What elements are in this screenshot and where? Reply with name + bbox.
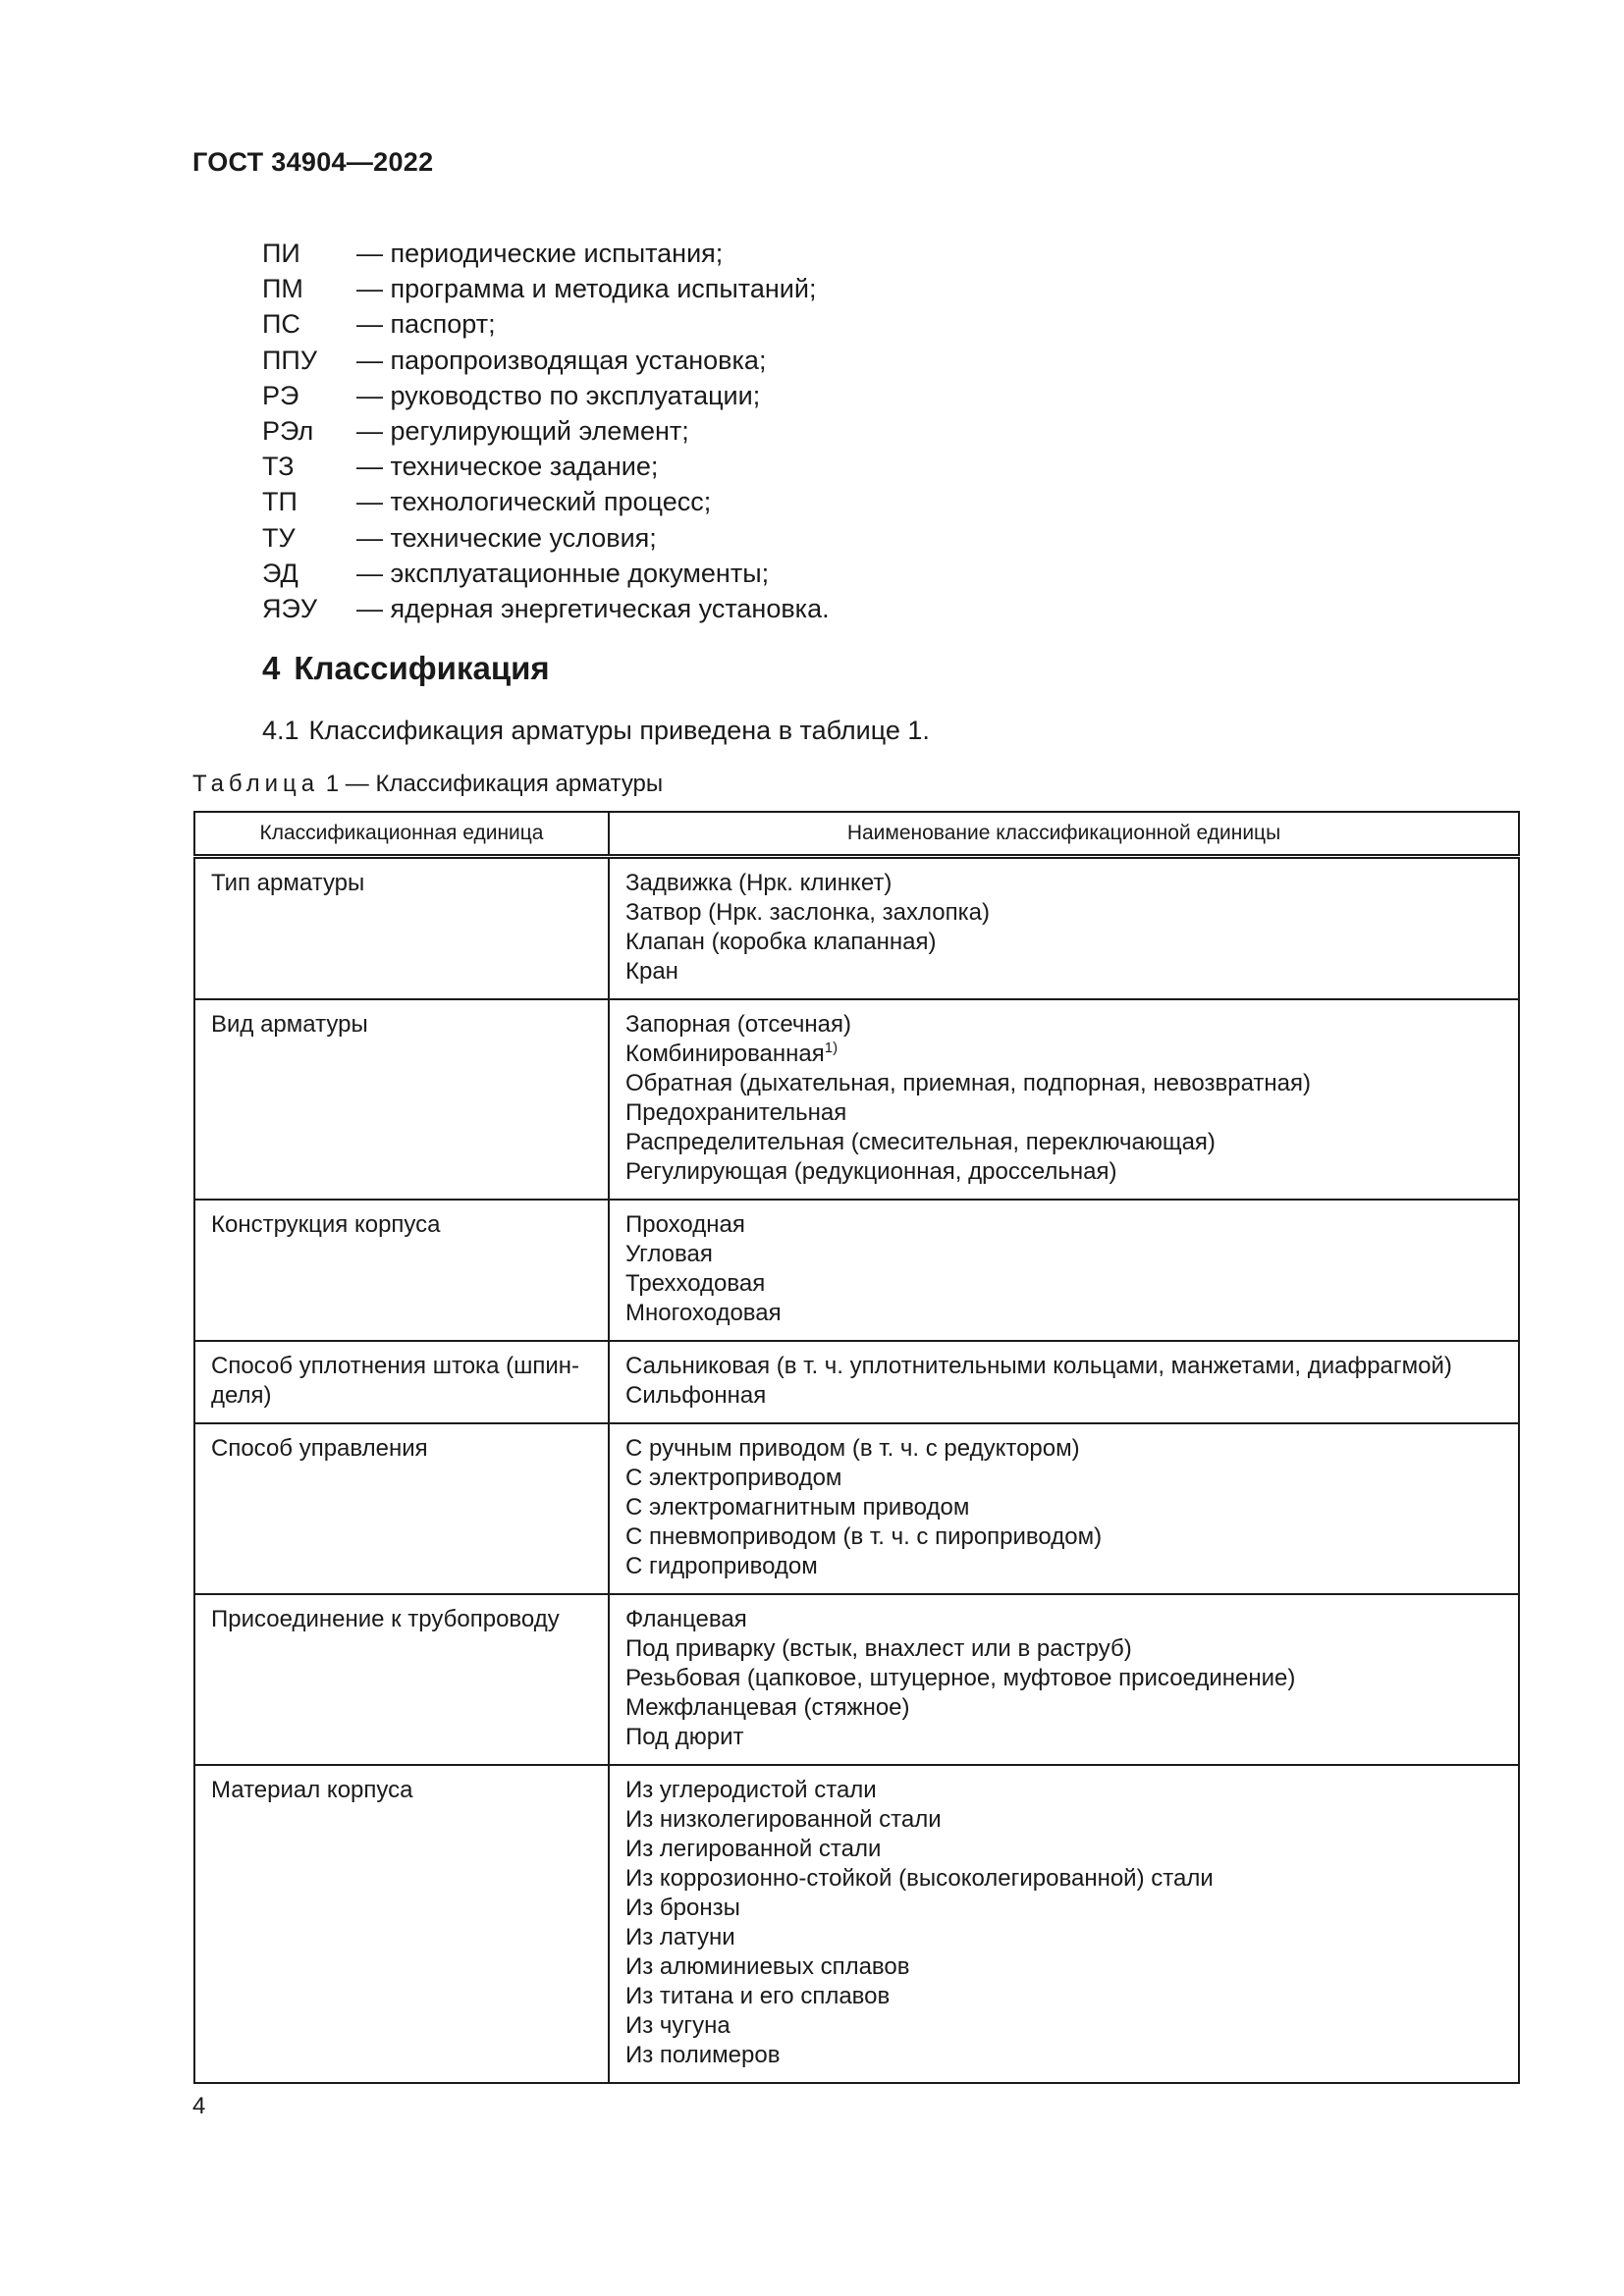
item: Кран bbox=[625, 958, 678, 985]
table-row bbox=[194, 1341, 1519, 1423]
table-caption-label: Таблица bbox=[192, 771, 320, 797]
item: Задвижка (Нрк. клинкет) bbox=[625, 870, 893, 896]
unit-line: деля) bbox=[211, 1382, 272, 1409]
table-caption-title: 1 — Классификация арматуры bbox=[319, 771, 664, 797]
item: С пневмоприводом (в т. ч. с пироприводом) bbox=[625, 1523, 1103, 1550]
item: Из алюминиевых сплавов bbox=[625, 1953, 910, 1980]
item: Межфланцевая (стяжное) bbox=[625, 1694, 910, 1721]
classification-table bbox=[193, 811, 1520, 2084]
item: Обратная (дыхательная, приемная, подпорная, невозвратная) bbox=[625, 1070, 1311, 1096]
item: Проходная bbox=[625, 1211, 745, 1238]
abbreviation-code: ТП bbox=[262, 487, 298, 517]
item: Под дюрит bbox=[625, 1724, 744, 1750]
abbreviation-row bbox=[262, 556, 830, 591]
abbreviation-definition: — ядерная энергетическая установка. bbox=[356, 594, 830, 624]
item: Из чугуна bbox=[625, 2012, 731, 2039]
item: Из углеродистой стали bbox=[625, 1777, 877, 1803]
table-row bbox=[194, 857, 1519, 1000]
paragraph-text: Классификация арматуры приведена в таблице 1. bbox=[308, 716, 930, 745]
abbreviation-definition: — регулирующий элемент; bbox=[356, 416, 689, 447]
classification-items bbox=[609, 1200, 1519, 1341]
classification-unit: Тип арматуры bbox=[194, 857, 609, 1000]
table-row bbox=[194, 1200, 1519, 1341]
item: Фланцевая bbox=[625, 1606, 747, 1632]
classification-unit: Способ управления bbox=[194, 1423, 609, 1594]
abbreviation-definition: — технические условия; bbox=[356, 522, 657, 553]
item: Трехходовая bbox=[625, 1270, 766, 1297]
abbreviation-definition: — паропроизводящая установка; bbox=[356, 345, 767, 375]
abbreviation-code: ПМ bbox=[262, 274, 303, 304]
page-number: 4 bbox=[192, 2093, 206, 2119]
section-heading bbox=[262, 650, 550, 687]
abbreviation-code: ЯЭУ bbox=[262, 594, 318, 624]
classification-items bbox=[609, 1341, 1519, 1423]
table-caption bbox=[192, 771, 663, 798]
item: С электроприводом bbox=[625, 1465, 842, 1491]
abbreviation-definition: — периодические испытания; bbox=[356, 239, 724, 268]
item: Предохранительная bbox=[625, 1099, 847, 1126]
item: Сильфонная bbox=[625, 1382, 767, 1409]
item: Распределительная (смесительная, переключающая) bbox=[625, 1129, 1216, 1155]
abbreviation-row bbox=[262, 378, 830, 413]
abbreviation-code: ППУ bbox=[262, 345, 317, 375]
unit-line: Способ уплотнения штока (шпин- bbox=[211, 1353, 579, 1379]
abbreviation-definition: — технологический процесс; bbox=[356, 487, 712, 517]
item: С электромагнитным приводом bbox=[625, 1494, 970, 1521]
abbreviation-row bbox=[262, 520, 830, 556]
item: Затвор (Нрк. заслонка, захлопка) bbox=[625, 899, 990, 926]
abbreviation-row bbox=[262, 271, 830, 306]
classification-unit: Конструкция корпуса bbox=[194, 1200, 609, 1341]
item: Из коррозионно-стойкой (высоколегированной) стали bbox=[625, 1865, 1214, 1892]
classification-items bbox=[609, 999, 1519, 1200]
classification-items bbox=[609, 1765, 1519, 2083]
abbreviation-row bbox=[262, 591, 830, 626]
classification-items bbox=[609, 1423, 1519, 1594]
abbreviation-row bbox=[262, 236, 830, 271]
item: Под приварку (встык, внахлест или в раструб) bbox=[625, 1635, 1132, 1662]
abbreviation-definition: — паспорт; bbox=[356, 309, 496, 340]
item: С гидроприводом bbox=[625, 1553, 818, 1579]
item: Из низколегированной стали bbox=[625, 1806, 942, 1833]
abbreviation-list bbox=[262, 236, 830, 626]
paragraph bbox=[262, 716, 930, 746]
item: С ручным приводом (в т. ч. с редуктором) bbox=[625, 1435, 1080, 1462]
abbreviation-code: ЭД bbox=[262, 558, 298, 588]
item: Из легированной стали bbox=[625, 1836, 882, 1862]
item: Клапан (коробка клапанная) bbox=[625, 929, 937, 955]
classification-items bbox=[609, 857, 1519, 1000]
classification-unit: Вид арматуры bbox=[194, 999, 609, 1200]
table-row bbox=[194, 999, 1519, 1200]
abbreviation-row bbox=[262, 484, 830, 519]
item: Запорная (отсечная) bbox=[625, 1011, 851, 1038]
abbreviation-code: ПС bbox=[262, 309, 300, 340]
document-header: ГОСТ 34904—2022 bbox=[192, 147, 434, 177]
abbreviation-row bbox=[262, 413, 830, 449]
item-with-footnote bbox=[625, 1040, 1504, 1069]
section-title-text: Классификация bbox=[294, 650, 550, 686]
item: Из латуни bbox=[625, 1924, 735, 1950]
abbreviation-row bbox=[262, 306, 830, 342]
abbreviation-definition: — техническое задание; bbox=[356, 452, 659, 482]
abbreviation-definition: — программа и методика испытаний; bbox=[356, 274, 817, 304]
abbreviation-code: РЭл bbox=[262, 416, 314, 447]
item: Из бронзы bbox=[625, 1895, 740, 1921]
classification-unit: Присоединение к трубопроводу bbox=[194, 1594, 609, 1765]
abbreviation-definition: — руководство по эксплуатации; bbox=[356, 380, 761, 410]
item: Из полимеров bbox=[625, 2042, 781, 2068]
classification-unit: Материал корпуса bbox=[194, 1765, 609, 2083]
column-header: Классификационная единица bbox=[194, 812, 609, 857]
item-text: Комбинированная bbox=[625, 1041, 825, 1067]
table-row bbox=[194, 1423, 1519, 1594]
abbreviation-code: ПИ bbox=[262, 239, 300, 268]
abbreviation-row bbox=[262, 449, 830, 484]
paragraph-number: 4.1 bbox=[262, 716, 299, 745]
abbreviation-code: РЭ bbox=[262, 380, 299, 410]
item: Многоходовая bbox=[625, 1300, 782, 1326]
abbreviation-code: ТЗ bbox=[262, 452, 295, 482]
item: Из титана и его сплавов bbox=[625, 1983, 891, 2009]
table-row bbox=[194, 1765, 1519, 2083]
table-header-row bbox=[194, 812, 1519, 857]
item: Сальниковая (в т. ч. уплотнительными кольцами, манжетами, диафрагмой) bbox=[625, 1353, 1452, 1379]
classification-items bbox=[609, 1594, 1519, 1765]
footnote-mark: 1) bbox=[824, 1040, 839, 1056]
abbreviation-definition: — эксплуатационные документы; bbox=[356, 558, 770, 588]
column-header: Наименование классификационной единицы bbox=[609, 812, 1519, 857]
item: Регулирующая (редукционная, дроссельная) bbox=[625, 1158, 1117, 1185]
classification-unit bbox=[194, 1341, 609, 1423]
abbreviation-row bbox=[262, 343, 830, 378]
abbreviation-code: ТУ bbox=[262, 522, 296, 553]
item: Резьбовая (цапковое, штуцерное, муфтовое присоединение) bbox=[625, 1665, 1296, 1691]
item: Угловая bbox=[625, 1241, 713, 1267]
table-row bbox=[194, 1594, 1519, 1765]
section-number: 4 bbox=[262, 650, 281, 686]
